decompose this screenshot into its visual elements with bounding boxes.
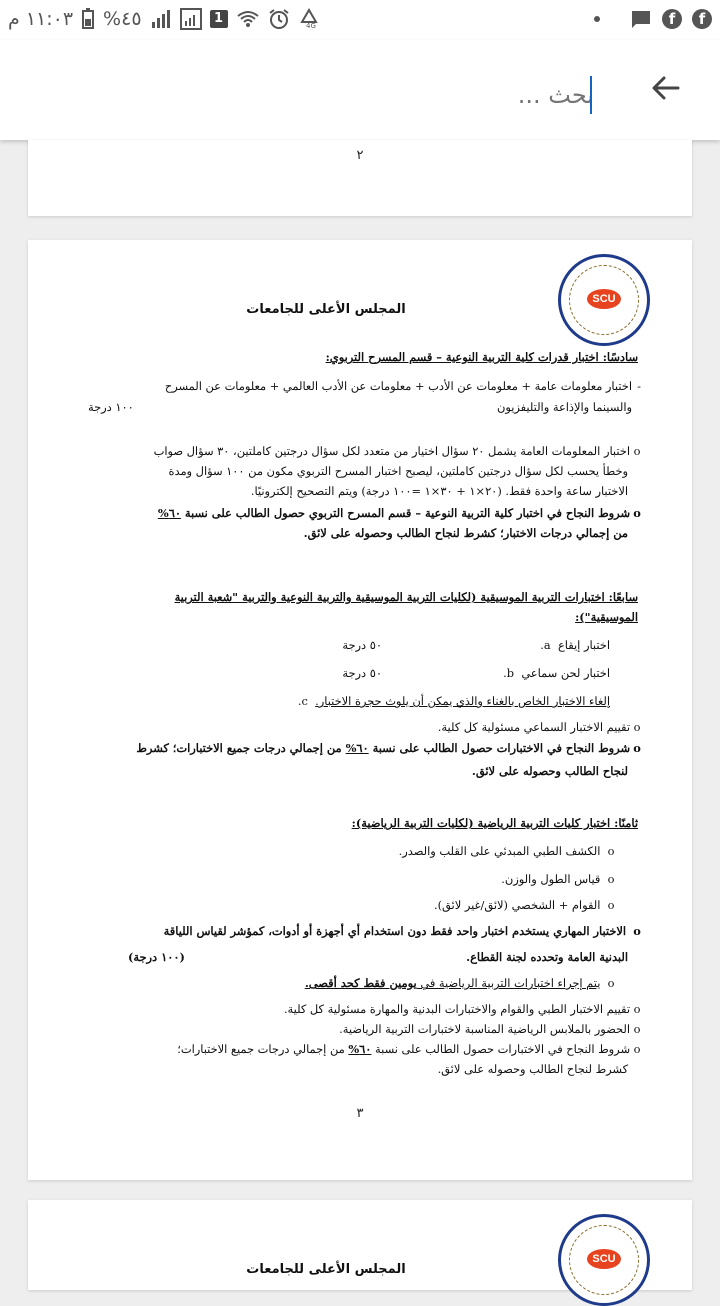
message-icon	[630, 8, 652, 30]
status-bar-left	[8, 8, 320, 30]
section-6-para-1: oاختبار المعلومات العامة يشمل ٢٠ سؤال اختيار من متعدد لكل سؤال درجتين كاملتين، ٣٠ سؤال صواب	[153, 444, 641, 458]
section-7-para-2: oشروط النجاح في الاختبارات حصول الطالب على نسبة ٦٠% من إجمالي درجات جميع الاختبارات؛ كشرط	[136, 741, 641, 755]
battery-icon	[81, 8, 95, 30]
status-bar-right	[594, 8, 712, 30]
scu-logo	[558, 1214, 650, 1306]
section-7-item-c: إلغاء الاختبار الخاص بالغناء والذي يمكن أن يلوث حجرة الاختبار. c.	[297, 694, 610, 708]
scu-logo-text: SCU	[587, 1249, 621, 1269]
section-7-item-a: اختبار إيقاع a.	[540, 638, 610, 652]
section-6-title: سادسًا: اختبار قدرات كلية التربية النوعية – قسم المسرح التربوي:	[325, 350, 638, 364]
section-8-title: ثامنًا: اختبار كليات التربية الرياضية (لكليات التربية الرياضية):	[351, 816, 638, 830]
back-arrow-icon[interactable]	[648, 70, 684, 106]
search-box[interactable]	[332, 74, 592, 114]
status-bar	[0, 0, 720, 40]
section-6-para-1-line3: الاختبار ساعة واحدة فقط. (٢٠×١ + ٣٠×١ =١٠٠ درجة) ويتم التصحيح إلكترونيًا.	[250, 484, 628, 498]
section-8-para-3: oشروط النجاح في الاختبارات حصول الطالب على نسبة ٦٠% من إجمالي درجات جميع الاختبارات؛	[177, 1042, 641, 1056]
search-input[interactable]	[332, 74, 596, 116]
sim-badge: 1	[210, 10, 228, 28]
dot-icon	[594, 16, 600, 22]
section-8-item-1: o الكشف الطبي المبدئي على القلب والصدر.	[398, 844, 615, 858]
section-8-item-3: o القوام + الشخصي (لائق/غير لائق).	[433, 898, 615, 912]
scu-logo	[558, 254, 650, 346]
section-6-score: ١٠٠ درجة	[88, 400, 134, 414]
council-title: المجلس الأعلى للجامعات	[246, 302, 406, 317]
section-8-para-1: oتقييم الاختبار الطبي والقوام والاختبارات البدنية والمهارة مسئولية كل كلية.	[283, 1002, 641, 1016]
battery-percent: %٤٥	[103, 8, 142, 30]
section-8-item-5: o يتم إجراء اختبارات التربية الرياضية في يومين فقط كحد أقصى.	[304, 976, 615, 990]
document-page	[28, 240, 692, 1180]
page-number: ٣	[356, 1106, 364, 1121]
section-8-item-2: o قياس الطول والوزن.	[501, 872, 615, 886]
section-6-para-1-line2: وخطأ يحسب لكل سؤال درجتين كاملتين، ليصبح اختبار المسرح التربوي مكون من ١٠٠ سؤال ومدة	[168, 464, 628, 478]
recycle-icon	[298, 8, 320, 30]
section-7-title: سابعًا: اختبارات التربية الموسيقية (لكليات التربية الموسيقية والتربية النوعية والتربية "شعبة التربية	[174, 590, 638, 604]
document-page	[28, 1200, 692, 1290]
scu-logo-text: SCU	[587, 289, 621, 309]
signal-bars-icon	[150, 8, 172, 30]
text-caret	[590, 76, 592, 114]
document-page	[28, 140, 692, 216]
section-6-item: -اختبار معلومات عامة + معلومات عن الأدب + معلومات عن الأدب العالمي + معلومات عن المسرح	[164, 379, 641, 393]
facebook-icon: f	[662, 9, 682, 29]
section-8-para-2: oالحضور بالملابس الرياضية المناسبة لاختبارات التربية الرياضية.	[339, 1022, 641, 1036]
wifi-icon	[236, 8, 260, 30]
section-7-title-line2: الموسيقية"):	[575, 610, 638, 624]
section-8-item-4: o الاختبار المهاري يستخدم اختبار واحد فقط دون استخدام أي أجهزة أو أدوات، كمؤشر لقياس اللياقة	[163, 924, 641, 938]
section-7-item-a-score: ٥٠ درجة	[342, 638, 382, 652]
facebook-icon: f	[692, 9, 712, 29]
alarm-icon	[268, 8, 290, 30]
section-7-item-b-score: ٥٠ درجة	[342, 666, 382, 680]
section-6-item-line2: والسينما والإذاعة والتليفزيون	[496, 400, 632, 414]
section-8-para-3-line2: كشرط لنجاح الطالب وحصوله على لائق.	[437, 1062, 628, 1076]
section-7-para-1: oتقييم الاختبار السماعي مسئولية كل كلية.	[437, 720, 641, 734]
section-6-para-2-line2: من إجمالي درجات الاختبار؛ كشرط لنجاح الطالب وحصوله على لائق.	[303, 526, 628, 540]
section-8-item-4-line2: البدنية العامة وتحدده لجنة القطاع.	[466, 950, 628, 964]
svg-text:4G: 4G	[305, 22, 316, 30]
clock: ١١:٠٣ م	[8, 8, 74, 30]
section-7-item-b: اختبار لحن سماعي b.	[503, 666, 610, 680]
app-bar	[0, 40, 720, 140]
section-8-item-4-score: (١٠٠ درجة)	[128, 950, 185, 964]
council-title: المجلس الأعلى للجامعات	[246, 1262, 406, 1277]
section-7-para-2-line2: لنجاح الطالب وحصوله على لائق.	[471, 764, 628, 778]
section-6-para-2: oشروط النجاح في اختبار كلية التربية النوعية – قسم المسرح التربوي حصول الطالب على نسبة ٦٠%	[157, 506, 641, 520]
signal-box-icon	[180, 8, 202, 30]
page-number: ٢	[356, 148, 364, 163]
